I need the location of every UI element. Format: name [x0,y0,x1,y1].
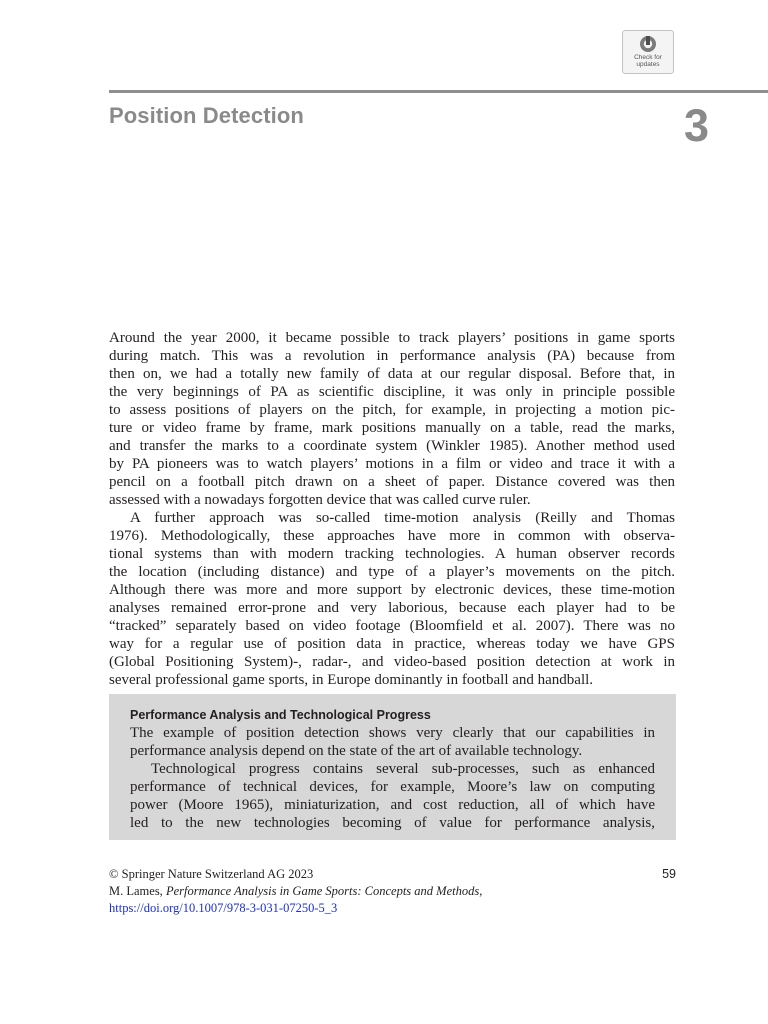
text-line: A further approach was so-called time-motion analysis (Reilly and Thomas [130,510,675,526]
paragraph-2 [109,509,675,689]
text-line: by PA pioneers was to watch players’ motions in a film or video and trace it with a [109,456,675,472]
bookmark-ring-icon [637,34,659,54]
text-line: 1976). Methodologically, these approaches have more in common with observa- [109,528,675,544]
header-rule [109,90,768,93]
text-line: performance analysis depend on the state of the art of available technology. [130,743,583,759]
citation-author: M. Lames, [109,884,166,898]
chapter-number: 3 [684,100,710,151]
info-box-paragraph-1 [130,724,655,760]
text-line: Technological progress contains several sub-processes, such as enhanced [151,761,655,777]
info-box [109,694,676,840]
info-box-heading: Performance Analysis and Technological Progress [130,708,431,722]
page-footer [109,866,676,917]
citation-line [109,883,676,900]
text-line: Around the year 2000, it became possible to track players’ positions in game sports [109,330,675,346]
text-line: (Global Positioning System)-, radar-, and video-based position detection at work in [109,654,675,670]
text-line: ture or video frame by frame, mark positions manually on a table, read the marks, [109,420,675,436]
text-line: led to the new technologies becoming of value for performance analysis, [130,815,655,831]
citation-book-title: Performance Analysis in Game Sports: Concepts and Methods [165,884,480,898]
paragraph-1 [109,329,675,509]
doi-link[interactable]: https://doi.org/10.1007/978-3-031-07250-5_3 [109,901,338,915]
text-line: to assess positions of players on the pitch, for example, in projecting a motion pic- [109,402,675,418]
text-line: the very beginnings of PA as scientific discipline, it was only in principle possible [109,384,675,400]
text-line: way for a regular use of position data in practice, whereas today we have GPS [109,636,675,652]
text-line: assessed with a nowadays forgotten device that was called curve ruler. [109,492,531,508]
chapter-body [109,329,675,689]
text-line: analyses remained error-prone and very laborious, because each player had to be [109,600,675,616]
copyright-line: © Springer Nature Switzerland AG 2023 [109,867,314,881]
text-line: pencil on a football pitch drawn on a sheet of paper. Distance covered was then [109,474,675,490]
info-box-paragraph-2 [130,760,655,832]
check-for-updates-badge[interactable] [622,30,674,74]
citation-suffix: , [479,884,483,898]
badge-label-line1: Check for [634,54,662,61]
text-line: The example of position detection shows very clearly that our capabilities in [130,725,655,741]
text-line: Although there was more and more support by electronic devices, these time-motion [109,582,675,598]
text-line: then on, we had a totally new family of data at our regular disposal. Before that, in [109,366,675,382]
page-number: 59 [662,867,676,881]
text-line: “tracked” separately based on video footage (Bloomfield et al. 2007). There was no [109,618,675,634]
text-line: power (Moore 1965), miniaturization, and cost reduction, all of which have [130,797,655,813]
text-line: several professional game sports, in Europe dominantly in football and handball. [109,672,594,688]
text-line: the location (including distance) and type of a player’s movements on the pitch. [109,564,675,580]
text-line: during match. This was a revolution in performance analysis (PA) because from [109,348,675,364]
text-line: tional systems than with modern tracking technologies. A human observer records [109,546,675,562]
text-line: performance of technical devices, for example, Moore’s law on computing [130,779,655,795]
badge-label-line2: updates [636,61,660,68]
chapter-title: Position Detection [109,103,304,128]
text-line: and transfer the marks to a coordinate system (Winkler 1985). Another method used [109,438,675,454]
